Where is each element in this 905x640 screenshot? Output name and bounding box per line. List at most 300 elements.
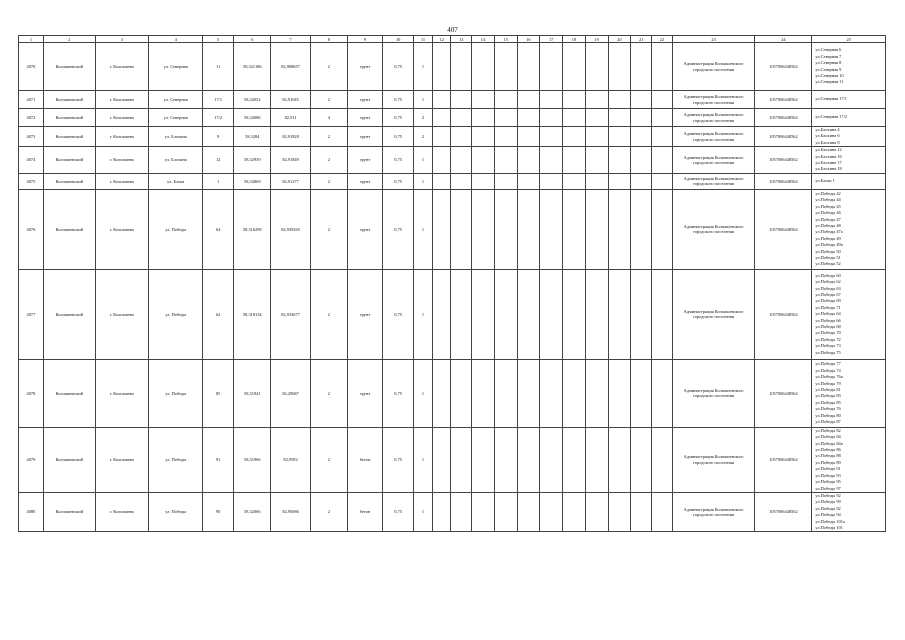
column-header-19: 19 bbox=[585, 36, 608, 43]
street-cell: ул. Победы bbox=[149, 269, 203, 359]
empty-cell bbox=[432, 189, 451, 269]
empty-cell bbox=[472, 147, 495, 174]
served-address: ул.Победы 52 bbox=[815, 261, 841, 267]
served-address: ул.Победы 47а bbox=[815, 229, 843, 235]
table-row bbox=[19, 91, 886, 109]
served-address: ул.Победы 93 bbox=[815, 472, 841, 478]
empty-cell bbox=[652, 127, 673, 147]
area-cell: 0,75 bbox=[383, 427, 414, 492]
empty-cell bbox=[563, 173, 586, 189]
served-address: ул.Блохина 12 bbox=[815, 147, 842, 153]
owner-cell: Администрация Колпашевского городского поселения bbox=[672, 109, 755, 127]
empty-cell bbox=[563, 189, 586, 269]
container-count-cell: 2 bbox=[310, 427, 347, 492]
longitude-cell: 82,91849 bbox=[271, 147, 310, 174]
column-header-20: 20 bbox=[608, 36, 631, 43]
area-cell: 0,75 bbox=[383, 127, 414, 147]
city-cell: г. Колпашево bbox=[95, 492, 149, 531]
empty-cell bbox=[631, 189, 652, 269]
ogrn-cell: 1057006448562 bbox=[755, 269, 812, 359]
ogrn-cell: 1057006448562 bbox=[755, 43, 812, 91]
street-cell: ул. Блохина bbox=[149, 127, 203, 147]
empty-cell bbox=[494, 359, 517, 427]
area-cell: 0,75 bbox=[383, 109, 414, 127]
empty-cell bbox=[517, 127, 540, 147]
column-header-10: 10 bbox=[383, 36, 414, 43]
empty-cell bbox=[540, 427, 563, 492]
empty-cell bbox=[563, 43, 586, 91]
ogrn-cell: 1057006448562 bbox=[755, 109, 812, 127]
served-addresses-cell bbox=[812, 127, 886, 147]
empty-cell bbox=[494, 173, 517, 189]
served-address: ул.Победы 91 bbox=[815, 466, 841, 472]
served-address: ул.Победы 94 bbox=[815, 512, 841, 518]
empty-cell bbox=[494, 269, 517, 359]
column-header-17: 17 bbox=[540, 36, 563, 43]
empty-cell bbox=[494, 147, 517, 174]
empty-cell bbox=[494, 109, 517, 127]
district-cell: Колпашевский bbox=[43, 147, 95, 174]
served-address: ул.Победы 74 bbox=[815, 367, 841, 373]
empty-cell bbox=[631, 91, 652, 109]
empty-cell bbox=[585, 109, 608, 127]
served-address: ул.Победы 64 bbox=[815, 311, 841, 317]
empty-cell bbox=[585, 147, 608, 174]
empty-cell bbox=[540, 492, 563, 531]
empty-cell bbox=[472, 189, 495, 269]
container-count-cell: 2 bbox=[310, 189, 347, 269]
column-header-18: 18 bbox=[563, 36, 586, 43]
street-cell: ул. Блока bbox=[149, 173, 203, 189]
empty-cell bbox=[494, 127, 517, 147]
container-count-cell: 2 bbox=[310, 43, 347, 91]
empty-cell bbox=[608, 147, 631, 174]
empty-cell bbox=[540, 173, 563, 189]
empty-cell bbox=[540, 43, 563, 91]
district-cell: Колпашевский bbox=[43, 91, 95, 109]
owner-cell: Администрация Колпашевского городского поселения bbox=[672, 427, 755, 492]
house-cell: 1 bbox=[203, 173, 234, 189]
served-address: ул.Победы 92 bbox=[815, 505, 841, 511]
empty-cell bbox=[540, 189, 563, 269]
served-address: ул.Победы 50 bbox=[815, 248, 841, 254]
served-address: ул.Победы 46 bbox=[815, 210, 841, 216]
served-addresses-cell bbox=[812, 269, 886, 359]
served-addresses-cell bbox=[812, 109, 886, 127]
served-address: ул.Победы 84 bbox=[815, 434, 841, 440]
served-address: ул.Победы 92 bbox=[815, 492, 841, 498]
served-address: ул.Победы 67 bbox=[815, 291, 841, 297]
empty-cell bbox=[451, 91, 472, 109]
table-row bbox=[19, 109, 886, 127]
table-row bbox=[19, 43, 886, 91]
latitude-cell: 58,32086 bbox=[234, 109, 271, 127]
served-address: ул.Победы 70 bbox=[815, 330, 841, 336]
empty-cell bbox=[540, 91, 563, 109]
served-address: ул.Победы 87 bbox=[815, 418, 841, 424]
empty-cell bbox=[432, 492, 451, 531]
empty-cell bbox=[631, 109, 652, 127]
empty-cell bbox=[585, 189, 608, 269]
served-address: ул.Северная 17/1 bbox=[815, 96, 847, 102]
surface-type-cell: бетон bbox=[347, 492, 382, 531]
longitude-cell: 82,91828 bbox=[271, 127, 310, 147]
area-cell: 0,75 bbox=[383, 43, 414, 91]
empty-cell bbox=[608, 173, 631, 189]
district-cell: Колпашевский bbox=[43, 492, 95, 531]
column-header-14: 14 bbox=[472, 36, 495, 43]
empty-cell bbox=[652, 492, 673, 531]
area-cell: 0,75 bbox=[383, 492, 414, 531]
column-header-25: 25 bbox=[812, 36, 886, 43]
longitude-cell: 82,933677 bbox=[271, 269, 310, 359]
empty-cell bbox=[451, 127, 472, 147]
surface-type-cell: грунт bbox=[347, 189, 382, 269]
empty-cell bbox=[608, 91, 631, 109]
column-header-9: 9 bbox=[347, 36, 382, 43]
column-header-12: 12 bbox=[432, 36, 451, 43]
served-address: ул.Победы 95 bbox=[815, 479, 841, 485]
record-id: 4075 bbox=[19, 173, 44, 189]
area-cell: 0,75 bbox=[383, 189, 414, 269]
served-address: ул.Победы 83 bbox=[815, 393, 841, 399]
empty-cell bbox=[494, 189, 517, 269]
table-row bbox=[19, 269, 886, 359]
empty-cell bbox=[540, 109, 563, 127]
empty-cell bbox=[517, 359, 540, 427]
served-address: ул.Блохина 17 bbox=[815, 160, 842, 166]
latitude-cell: 58,32939 bbox=[234, 147, 271, 174]
record-id: 4071 bbox=[19, 91, 44, 109]
owner-cell: Администрация Колпашевского городского поселения bbox=[672, 173, 755, 189]
surface-type-cell: грунт bbox=[347, 127, 382, 147]
container-count-cell: 2 bbox=[310, 147, 347, 174]
served-address: ул.Победы 47 bbox=[815, 216, 841, 222]
house-cell: 64 bbox=[203, 189, 234, 269]
empty-cell bbox=[517, 427, 540, 492]
served-address: ул.Северная 17/2 bbox=[815, 114, 847, 120]
house-cell: 12 bbox=[203, 147, 234, 174]
empty-cell bbox=[631, 427, 652, 492]
table-row bbox=[19, 127, 886, 147]
served-address: ул.Победы 79 bbox=[815, 380, 841, 386]
surface-type-cell: грунт bbox=[347, 147, 382, 174]
street-cell: ул. Северная bbox=[149, 109, 203, 127]
quantity-cell: 1 bbox=[414, 269, 433, 359]
empty-cell bbox=[652, 173, 673, 189]
empty-cell bbox=[608, 127, 631, 147]
latitude-cell: 58,318134 bbox=[234, 269, 271, 359]
empty-cell bbox=[585, 269, 608, 359]
empty-cell bbox=[517, 492, 540, 531]
surface-type-cell: бетон bbox=[347, 427, 382, 492]
surface-type-cell: грунт bbox=[347, 109, 382, 127]
served-address: ул.Победы 49а bbox=[815, 242, 843, 248]
city-cell: г. Колпашево bbox=[95, 173, 149, 189]
empty-cell bbox=[432, 91, 451, 109]
container-count-cell: 2 bbox=[310, 91, 347, 109]
table-row bbox=[19, 492, 886, 531]
latitude-cell: 58,31966 bbox=[234, 427, 271, 492]
record-id: 4070 bbox=[19, 43, 44, 91]
district-cell: Колпашевский bbox=[43, 173, 95, 189]
empty-cell bbox=[517, 269, 540, 359]
surface-type-cell: грунт bbox=[347, 359, 382, 427]
column-header-7: 7 bbox=[271, 36, 310, 43]
empty-cell bbox=[608, 427, 631, 492]
street-cell: ул. Победы bbox=[149, 359, 203, 427]
served-address: ул.Блохина 16 bbox=[815, 153, 842, 159]
column-header-3: 3 bbox=[95, 36, 149, 43]
empty-cell bbox=[451, 269, 472, 359]
record-id: 4072 bbox=[19, 109, 44, 127]
street-cell: ул. Победы bbox=[149, 189, 203, 269]
empty-cell bbox=[563, 359, 586, 427]
area-cell: 0,75 bbox=[383, 91, 414, 109]
district-cell: Колпашевский bbox=[43, 43, 95, 91]
record-id: 4078 bbox=[19, 359, 44, 427]
owner-cell: Администрация Колпашевского городского поселения bbox=[672, 359, 755, 427]
column-header-11: 11 bbox=[414, 36, 433, 43]
latitude-cell: 58,32869 bbox=[234, 173, 271, 189]
empty-cell bbox=[631, 43, 652, 91]
served-address: ул.Победы 66 bbox=[815, 317, 841, 323]
empty-cell bbox=[451, 43, 472, 91]
served-address: ул.Победы 69 bbox=[815, 298, 841, 304]
ogrn-cell: 1057006448562 bbox=[755, 91, 812, 109]
served-address: ул.Блохина 6 bbox=[815, 133, 840, 139]
owner-cell: Администрация Колпашевского городского поселения bbox=[672, 189, 755, 269]
record-id: 4073 bbox=[19, 127, 44, 147]
ogrn-cell: 1057006448562 bbox=[755, 173, 812, 189]
latitude-cell: 58,316299 bbox=[234, 189, 271, 269]
quantity-cell: 1 bbox=[414, 427, 433, 492]
quantity-cell: 1 bbox=[414, 189, 433, 269]
city-cell: г. Колпашево bbox=[95, 127, 149, 147]
empty-cell bbox=[631, 173, 652, 189]
empty-cell bbox=[494, 492, 517, 531]
surface-type-cell: грунт bbox=[347, 269, 382, 359]
empty-cell bbox=[432, 269, 451, 359]
empty-cell bbox=[631, 359, 652, 427]
served-addresses-cell bbox=[812, 359, 886, 427]
column-header-24: 24 bbox=[755, 36, 812, 43]
empty-cell bbox=[631, 492, 652, 531]
container-count-cell: 4 bbox=[310, 109, 347, 127]
ogrn-cell: 1057006448562 bbox=[755, 147, 812, 174]
served-address: ул.Победы 62 bbox=[815, 279, 841, 285]
quantity-cell: 2 bbox=[414, 109, 433, 127]
city-cell: г. Колпашево bbox=[95, 427, 149, 492]
empty-cell bbox=[451, 492, 472, 531]
empty-cell bbox=[451, 147, 472, 174]
house-cell: 9 bbox=[203, 127, 234, 147]
quantity-cell: 2 bbox=[414, 127, 433, 147]
longitude-cell: 82,91045 bbox=[271, 91, 310, 109]
street-cell: ул. Победы bbox=[149, 492, 203, 531]
served-address: ул.Победы 71 bbox=[815, 304, 841, 310]
served-address: ул.Победы 48 bbox=[815, 222, 841, 228]
empty-cell bbox=[652, 269, 673, 359]
served-address: ул.Победы 97 bbox=[815, 485, 841, 491]
empty-cell bbox=[517, 189, 540, 269]
district-cell: Колпашевский bbox=[43, 359, 95, 427]
empty-cell bbox=[432, 173, 451, 189]
served-addresses-cell bbox=[812, 427, 886, 492]
record-id: 4080 bbox=[19, 492, 44, 531]
column-header-23: 23 bbox=[672, 36, 755, 43]
empty-cell bbox=[451, 173, 472, 189]
street-cell: ул. Северная bbox=[149, 91, 203, 109]
table-row bbox=[19, 189, 886, 269]
owner-cell: Администрация Колпашевского городского поселения bbox=[672, 43, 755, 91]
empty-cell bbox=[451, 109, 472, 127]
record-id: 4077 bbox=[19, 269, 44, 359]
empty-cell bbox=[472, 427, 495, 492]
empty-cell bbox=[652, 359, 673, 427]
empty-cell bbox=[517, 43, 540, 91]
owner-cell: Администрация Колпашевского городского поселения bbox=[672, 269, 755, 359]
empty-cell bbox=[608, 43, 631, 91]
empty-cell bbox=[608, 492, 631, 531]
served-address: ул.Победы 77 bbox=[815, 361, 841, 367]
container-count-cell: 2 bbox=[310, 359, 347, 427]
empty-cell bbox=[432, 43, 451, 91]
empty-cell bbox=[585, 173, 608, 189]
latitude-cell: 58,3284 bbox=[234, 127, 271, 147]
column-header-16: 16 bbox=[517, 36, 540, 43]
container-count-cell: 2 bbox=[310, 173, 347, 189]
empty-cell bbox=[432, 109, 451, 127]
empty-cell bbox=[432, 359, 451, 427]
empty-cell bbox=[608, 109, 631, 127]
served-addresses-cell bbox=[812, 43, 886, 91]
empty-cell bbox=[608, 269, 631, 359]
quantity-cell: 1 bbox=[414, 359, 433, 427]
empty-cell bbox=[494, 427, 517, 492]
served-address: ул.Северная 11 bbox=[815, 79, 844, 85]
longitude-cell: 82,95686 bbox=[271, 492, 310, 531]
owner-cell: Администрация Колпашевского городского поселения bbox=[672, 492, 755, 531]
column-header-21: 21 bbox=[631, 36, 652, 43]
empty-cell bbox=[563, 147, 586, 174]
empty-cell bbox=[432, 127, 451, 147]
surface-type-cell: грунт bbox=[347, 91, 382, 109]
longitude-cell: 82,29687 bbox=[271, 359, 310, 427]
record-id: 4079 bbox=[19, 427, 44, 492]
empty-cell bbox=[585, 91, 608, 109]
served-address: ул.Победы 63 bbox=[815, 285, 841, 291]
city-cell: г. Колпашево bbox=[95, 269, 149, 359]
served-address: ул.Блохина 8 bbox=[815, 139, 840, 145]
latitude-cell: 58,32066 bbox=[234, 492, 271, 531]
empty-cell bbox=[563, 109, 586, 127]
empty-cell bbox=[608, 359, 631, 427]
record-id: 4074 bbox=[19, 147, 44, 174]
served-address: ул.Северная 9 bbox=[815, 66, 842, 72]
ogrn-cell: 1057006448562 bbox=[755, 189, 812, 269]
city-cell: г. Колпашево bbox=[95, 43, 149, 91]
empty-cell bbox=[517, 109, 540, 127]
longitude-cell: 82,908657 bbox=[271, 43, 310, 91]
district-cell: Колпашевский bbox=[43, 427, 95, 492]
empty-cell bbox=[540, 359, 563, 427]
served-address: ул.Северная 8 bbox=[815, 60, 842, 66]
table-body bbox=[19, 43, 886, 532]
served-address: ул.Победы 76а bbox=[815, 374, 843, 380]
empty-cell bbox=[494, 91, 517, 109]
owner-cell: Администрация Колпашевского городского поселения bbox=[672, 91, 755, 109]
house-cell: 90 bbox=[203, 492, 234, 531]
empty-cell bbox=[652, 91, 673, 109]
empty-cell bbox=[563, 492, 586, 531]
table-row bbox=[19, 359, 886, 427]
latitude-cell: 58,32052 bbox=[234, 91, 271, 109]
longitude-cell: 82,91277 bbox=[271, 173, 310, 189]
area-cell: 0,75 bbox=[383, 173, 414, 189]
quantity-cell: 1 bbox=[414, 43, 433, 91]
served-address: ул.Победы 81 bbox=[815, 386, 841, 392]
empty-cell bbox=[432, 147, 451, 174]
container-sites-register-table bbox=[18, 35, 886, 532]
column-header-5: 5 bbox=[203, 36, 234, 43]
served-addresses-cell bbox=[812, 189, 886, 269]
longitude-cell: 82,939265 bbox=[271, 189, 310, 269]
empty-cell bbox=[451, 189, 472, 269]
column-header-8: 8 bbox=[310, 36, 347, 43]
city-cell: г. Колпашево bbox=[95, 359, 149, 427]
empty-cell bbox=[631, 147, 652, 174]
empty-cell bbox=[631, 269, 652, 359]
column-header-22: 22 bbox=[652, 36, 673, 43]
table-row bbox=[19, 427, 886, 492]
street-cell: ул. Блохина bbox=[149, 147, 203, 174]
served-addresses-cell bbox=[812, 173, 886, 189]
area-cell: 0,75 bbox=[383, 269, 414, 359]
empty-cell bbox=[517, 91, 540, 109]
city-cell: г. Колпашево bbox=[95, 147, 149, 174]
empty-cell bbox=[585, 427, 608, 492]
empty-cell bbox=[585, 492, 608, 531]
district-cell: Колпашевский bbox=[43, 189, 95, 269]
empty-cell bbox=[585, 127, 608, 147]
served-address: ул.Победы 68 bbox=[815, 323, 841, 329]
empty-cell bbox=[472, 492, 495, 531]
ogrn-cell: 1057006448562 bbox=[755, 359, 812, 427]
page-number: 407 bbox=[447, 26, 458, 34]
served-address: ул.Победы 85 bbox=[815, 399, 841, 405]
house-cell: 17/2 bbox=[203, 109, 234, 127]
served-address: ул.Блохина 4 bbox=[815, 127, 840, 132]
city-cell: г. Колпашево bbox=[95, 91, 149, 109]
table-row bbox=[19, 147, 886, 174]
served-address: ул.Северная 10 bbox=[815, 72, 844, 78]
column-header-1: 1 bbox=[19, 36, 44, 43]
served-address: ул.Победы 86 bbox=[815, 447, 841, 453]
area-cell: 0,75 bbox=[383, 359, 414, 427]
empty-cell bbox=[517, 173, 540, 189]
empty-cell bbox=[472, 269, 495, 359]
table-row bbox=[19, 173, 886, 189]
empty-cell bbox=[472, 359, 495, 427]
served-address: ул.Блохина 18 bbox=[815, 166, 842, 172]
house-cell: 85 bbox=[203, 359, 234, 427]
latitude-cell: 58,321186 bbox=[234, 43, 271, 91]
latitude-cell: 58,31941 bbox=[234, 359, 271, 427]
city-cell: г. Колпашево bbox=[95, 109, 149, 127]
empty-cell bbox=[652, 189, 673, 269]
empty-cell bbox=[472, 109, 495, 127]
